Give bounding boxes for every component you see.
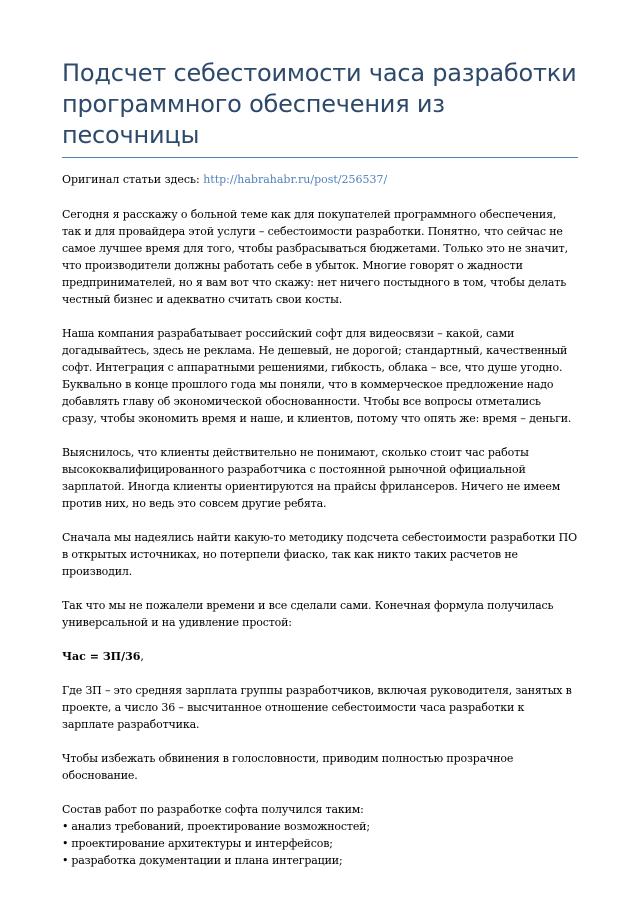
source-line bbox=[62, 171, 578, 188]
source-link[interactable]: http://habrahabr.ru/post/256537/ bbox=[203, 173, 388, 186]
title-divider bbox=[62, 157, 578, 158]
list-item bbox=[62, 818, 578, 835]
bullet-icon: • bbox=[62, 820, 69, 833]
list-item bbox=[62, 852, 578, 869]
formula-text: Час = ЗП/36 bbox=[62, 650, 141, 663]
work-list bbox=[62, 818, 578, 869]
list-item-text: проектирование архитектуры и интерфейсов; bbox=[71, 837, 333, 850]
document-title: Подсчет себестоимости часа разработки программного обеспечения из песочницы bbox=[62, 59, 577, 149]
paragraph-clients: Выяснилось, что клиенты действительно не понимают, сколько стоит час работы высококвалифицированного разработчика с постоянной рыночной официальной зарплатой. Иногда клиенты ориентируются на прайсы фрилансеров. Ничего не имеем против них, но ведь это совсем другие ребята. bbox=[62, 446, 561, 510]
bullet-icon: • bbox=[62, 837, 69, 850]
document-page bbox=[62, 58, 578, 869]
paragraph-company: Наша компания разрабатывает российский софт для видеосвязи – какой, сами догадывайтесь, здесь не реклама. Не дешевый, не дорогой; стандартный, качественный софт. Интеграция с аппаратными решениями, гибкость, облака – все, что душе угодно. Буквально в конце прошлого года мы поняли, что в коммерческое предложение надо добавлять главу об экономической обоснованности. Чтобы все вопросы отметались сразу, чтобы экономить время и наше, и клиентов, потому что опять же: время – деньги. bbox=[62, 327, 572, 425]
paragraph-methodology: Сначала мы надеялись найти какую-то методику подсчета себестоимости разработки ПО в открытых источниках, но потерпели фиаско, так как никто таких расчетов не производил. bbox=[62, 531, 577, 578]
source-label: Оригинал статьи здесь: bbox=[62, 173, 204, 186]
bullet-icon: • bbox=[62, 854, 69, 867]
list-item-text: разработка документации и плана интеграции; bbox=[71, 854, 343, 867]
formula-line bbox=[62, 648, 578, 665]
list-intro: Состав работ по разработке софта получился таким: bbox=[62, 803, 364, 816]
list-item bbox=[62, 835, 578, 852]
paragraph-justification: Чтобы избежать обвинения в голословности, приводим полностью прозрачное обоснование. bbox=[62, 752, 514, 782]
formula-tail: , bbox=[140, 650, 144, 663]
paragraph-formula-explanation: Где ЗП – это средняя зарплата группы разработчиков, включая руководителя, занятых в проекте, а число 36 – высчитанное отношение себестоимости часа разработки к зарплате разработчика. bbox=[62, 684, 572, 731]
paragraph-intro: Сегодня я расскажу о больной теме как для покупателей программного обеспечения, так и для провайдера этой услуги – себестоимости разработки. Понятно, что сейчас не самое лучшее время для того, чтобы разбрасываться бюджетами. Только это не значит, что производители должны работать себе в убыток. Многие говорят о жадности предпринимателей, но я вам вот что скажу: нет ничего постыдного в том, чтобы делать честный бизнес и адекватно считать свои косты. bbox=[62, 208, 568, 306]
paragraph-formula-intro: Так что мы не пожалели времени и все сделали сами. Конечная формула получилась универсальной и на удивление простой: bbox=[62, 599, 554, 629]
list-item-text: анализ требований, проектирование возможностей; bbox=[71, 820, 370, 833]
